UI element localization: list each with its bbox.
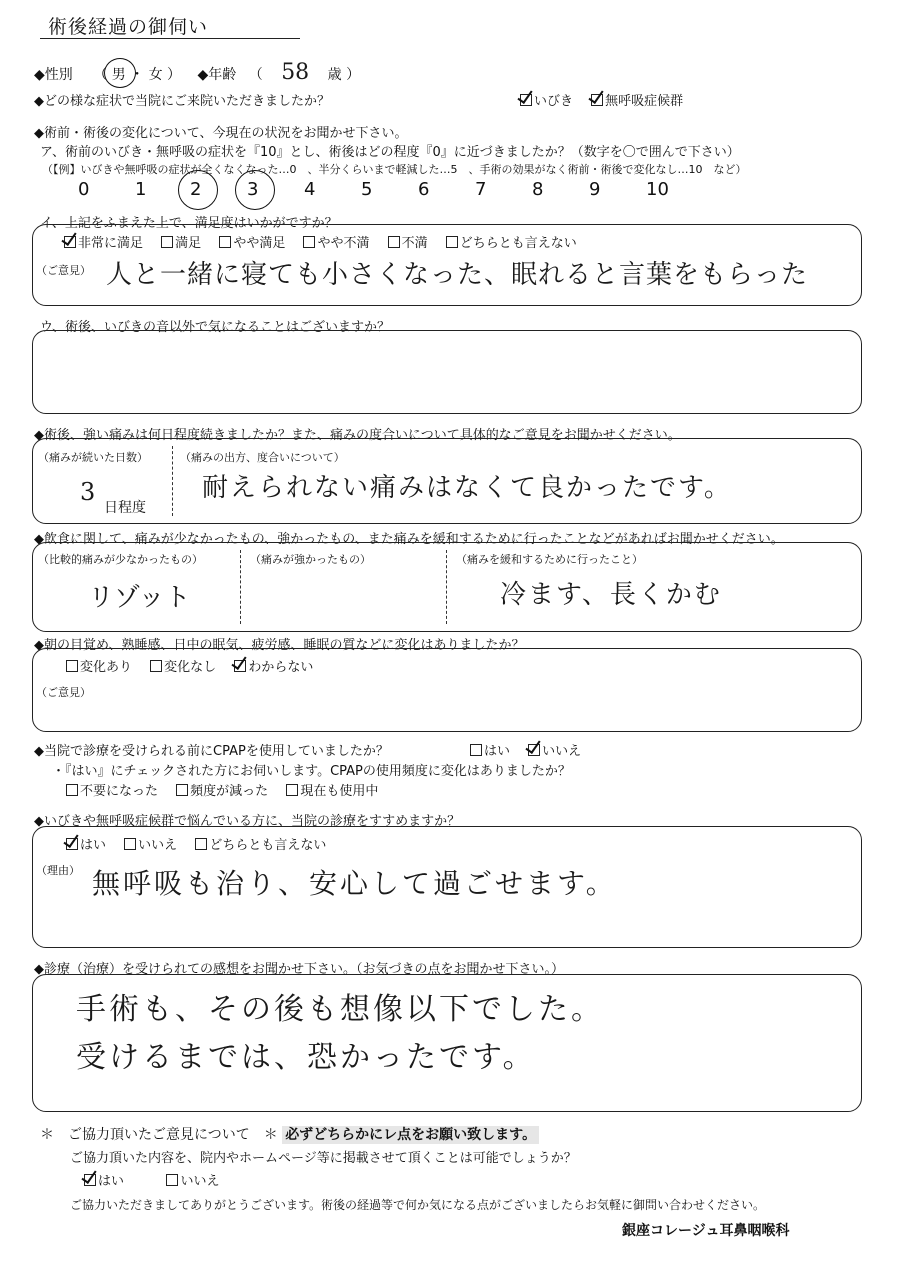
opt-publish-no[interactable] — [166, 1170, 219, 1189]
recommend-reason-label: （理由） — [36, 864, 80, 877]
q-cpap-sub: ・『はい』にチェックされた方にお伺いします。CPAPの使用頻度に変化はありましたか？ — [52, 764, 571, 779]
food-col1-label: （比較的痛みが少なかったもの） — [38, 553, 203, 566]
checkbox-icon — [446, 236, 458, 248]
opt-dissatisfied[interactable] — [388, 232, 428, 251]
checkbox-icon — [150, 660, 162, 672]
footer-question: ご協力頂いた内容を、院内やホームページ等に掲載させて頂くことは可能でしょうか？ — [70, 1151, 577, 1166]
checkbox-checked-icon — [234, 660, 246, 672]
opt-label: わからない — [248, 660, 314, 675]
clinic-name: 銀座コレージュ耳鼻咽喉科 — [622, 1223, 790, 1239]
opt-label: はい — [98, 1174, 125, 1189]
opt-cpap-no[interactable] — [528, 740, 581, 759]
opt-label: どちらとも言えない — [459, 236, 577, 251]
q-visit-options — [520, 90, 697, 109]
checkbox-checked-icon — [84, 1174, 96, 1186]
opt-somewhat-dissatisfied[interactable] — [303, 232, 369, 251]
q-pain-text: ◆術後、強い痛みは何日程度続きましたか？また、痛みの度合いについて具体的なご意見をお聞かせください。 — [34, 428, 681, 443]
checkbox-icon — [470, 744, 482, 756]
opt-rec-no[interactable] — [124, 834, 177, 853]
checkbox-checked-icon — [528, 744, 540, 756]
opt-label: 変化なし — [164, 660, 217, 675]
scale-10[interactable]: 10 — [646, 179, 669, 200]
age-unit: 歳 — [327, 67, 342, 83]
q-food-text: ◆飲食に関して、痛みが少なかったもの、強かったもの、また痛みを緩和するために行ったことなどがあればお聞かせください。 — [34, 532, 784, 547]
q-other-text: ウ、術後、いびきの音以外で気になることはございますか？ — [40, 320, 390, 335]
footer-note — [40, 1124, 539, 1144]
q-change-text: ◆術前・術後の変化について、今現在の状況をお聞かせ下さい。 — [34, 126, 408, 141]
opt-label: 頻度が減った — [190, 784, 269, 799]
age-close: ） — [346, 67, 361, 83]
food-col3-label: （痛みを緩和するために行ったこと） — [456, 553, 643, 566]
age-open: （ — [248, 67, 263, 83]
footer-options — [84, 1170, 233, 1189]
opt-label: 不要になった — [80, 784, 159, 799]
opt-label: はい — [484, 744, 511, 759]
gender-close: ） — [167, 67, 182, 83]
opt-ibiki[interactable] — [520, 90, 573, 109]
satisfaction-opinion-label: （ご意見） — [36, 264, 91, 277]
checkbox-icon — [66, 660, 78, 672]
gender-dot: ・ — [130, 67, 145, 83]
opt-label: 非常に満足 — [78, 236, 144, 251]
gender-row — [34, 60, 360, 85]
satisfaction-options — [64, 232, 591, 251]
recommend-options — [66, 834, 340, 853]
q-morning-text: ◆朝の目覚め、熟睡感、日中の眠気、疲労感、睡眠の質などに変化はありましたか？ — [34, 638, 525, 653]
pain-days-unit: 日程度 — [104, 500, 146, 516]
scale-3-circle — [235, 170, 275, 210]
checkbox-icon — [161, 236, 173, 248]
opt-less-often[interactable] — [176, 780, 268, 799]
opt-label: 変化あり — [80, 660, 133, 675]
q-visit-text: ◆どの様な症状で当院にご来院いただきましたか？ — [34, 94, 330, 109]
opt-very-satisfied[interactable] — [64, 232, 143, 251]
opt-changed[interactable] — [66, 656, 132, 675]
food-col3-answer[interactable]: 冷ます、長くかむ — [500, 580, 722, 610]
scale-8[interactable]: 8 — [532, 179, 544, 200]
opt-rec-yes[interactable] — [66, 834, 106, 853]
pain-degree-label: （痛みの出方、度合いについて） — [180, 451, 345, 464]
title-underline — [40, 38, 300, 39]
opt-mukokyu-label: 無呼吸症候群 — [605, 94, 684, 109]
food-col1-answer[interactable]: リゾット — [88, 583, 191, 613]
q-satisfaction-text: イ、上記をふまえた上で、満足度はいかがですか？ — [40, 216, 338, 231]
opt-still-using[interactable] — [286, 780, 378, 799]
checkbox-icon — [124, 838, 136, 850]
gender-open: （ — [93, 67, 108, 83]
opt-satisfied[interactable] — [161, 232, 201, 251]
food-divider-1 — [240, 550, 241, 624]
opt-rec-neither[interactable] — [195, 834, 326, 853]
scale-1[interactable]: 1 — [135, 179, 147, 200]
form-title: 術後経過の御伺い — [48, 16, 209, 38]
q-change-example: （【例】いびきや無呼吸の症状が全くなくなった…0 、半分くらいまで軽減した…5 、手術の効果がなく術前・術後で変化なし…10 など） — [42, 163, 747, 176]
opt-publish-yes[interactable] — [84, 1170, 124, 1189]
gender-female[interactable]: 女 — [148, 67, 163, 83]
footer-note-text: ＊ ご協力頂いたご意見について ＊ — [40, 1127, 278, 1143]
checkbox-icon — [66, 784, 78, 796]
footer-thanks: ご協力いただきましてありがとうございます。術後の経過等で何か気になる点がございましたらお気軽に御問い合わせください。 — [70, 1198, 766, 1212]
opt-label: いいえ — [542, 744, 582, 759]
q-change-sub-a: ア、術前のいびき・無呼吸の症状を『10』とし、術後はどの程度『0』に近づきましたか？（数字を〇で囲んで下さい） — [40, 145, 740, 160]
scale-0[interactable]: 0 — [78, 179, 90, 200]
q-impression-text: ◆診療（治療）を受けられての感想をお聞かせ下さい。（お気づきの点をお聞かせ下さい。） — [34, 962, 564, 977]
impression-line1[interactable]: 手術も、その後も想像以下でした。 — [76, 992, 604, 1027]
checkbox-checked-icon — [520, 94, 532, 106]
other-box[interactable] — [32, 330, 862, 414]
opt-unknown[interactable] — [234, 656, 313, 675]
checkbox-icon — [166, 1174, 178, 1186]
opt-label: やや不満 — [317, 236, 370, 251]
impression-line2[interactable]: 受けるまでは、恐かったです。 — [76, 1040, 536, 1075]
scale-5[interactable]: 5 — [361, 179, 373, 200]
checkbox-checked-icon — [66, 838, 78, 850]
checkbox-icon — [219, 236, 231, 248]
morning-opinion-label: （ご意見） — [36, 686, 91, 699]
opt-no-change[interactable] — [150, 656, 216, 675]
q-recommend-text: ◆いびきや無呼吸症候群で悩んでいる方に、当院の診療をすすめますか？ — [34, 814, 461, 829]
scale-2-circle — [178, 170, 218, 210]
pain-divider — [172, 446, 173, 516]
q-cpap-text: ◆当院で診療を受けられる前にCPAPを使用していましたか？ — [34, 744, 389, 759]
opt-label: 不満 — [401, 236, 428, 251]
cpap-sub-options — [66, 780, 392, 799]
gender-male[interactable] — [112, 64, 126, 84]
gender-label: ◆性別 — [34, 67, 73, 83]
opt-neither[interactable] — [446, 232, 577, 251]
checkbox-icon — [176, 784, 188, 796]
opt-mukokyu[interactable] — [591, 90, 683, 109]
opt-label: 現在も使用中 — [300, 784, 379, 799]
opt-label: いいえ — [180, 1174, 220, 1189]
scale-7[interactable]: 7 — [475, 179, 487, 200]
scale-3[interactable]: 3 — [247, 179, 259, 200]
checkbox-checked-icon — [64, 236, 76, 248]
scale-6[interactable]: 6 — [418, 179, 430, 200]
opt-label: 満足 — [175, 236, 202, 251]
opt-ibiki-label: いびき — [534, 94, 574, 109]
scale-4[interactable]: 4 — [304, 179, 316, 200]
satisfaction-opinion[interactable]: 人と一緒に寝ても小さくなった、眠れると言葉をもらった — [106, 260, 809, 290]
pain-days-value[interactable]: 3 — [80, 478, 96, 506]
opt-not-needed[interactable] — [66, 780, 158, 799]
opt-somewhat-satisfied[interactable] — [219, 232, 285, 251]
footer-note-highlight: 必ずどちらかにレ点をお願い致します。 — [282, 1126, 539, 1144]
pain-degree-answer[interactable]: 耐えられない痛みはなくて良かったです。 — [202, 473, 732, 503]
food-divider-2 — [446, 550, 447, 624]
opt-label: どちらとも言えない — [209, 838, 327, 853]
pain-days-label: （痛みが続いた日数） — [38, 451, 148, 464]
age-value[interactable]: 58 — [281, 60, 310, 85]
scale-2[interactable]: 2 — [190, 179, 202, 200]
morning-options — [66, 656, 327, 675]
opt-label: いいえ — [138, 838, 178, 853]
age-label: ◆年齢 — [197, 67, 237, 83]
checkbox-icon — [195, 838, 207, 850]
gender-male-label: 男 — [111, 67, 126, 83]
checkbox-icon — [303, 236, 315, 248]
scale-9[interactable]: 9 — [589, 179, 601, 200]
checkbox-checked-icon — [591, 94, 603, 106]
opt-label: やや満足 — [233, 236, 286, 251]
checkbox-icon — [388, 236, 400, 248]
recommend-reason[interactable]: 無呼吸も治り、安心して過ごせます。 — [92, 867, 617, 900]
gender-male-circle — [104, 58, 136, 88]
checkbox-icon — [286, 784, 298, 796]
food-col2-label: （痛みが強かったもの） — [250, 553, 371, 566]
cpap-options — [470, 740, 595, 759]
opt-label: はい — [80, 838, 107, 853]
opt-cpap-yes[interactable] — [470, 740, 510, 759]
